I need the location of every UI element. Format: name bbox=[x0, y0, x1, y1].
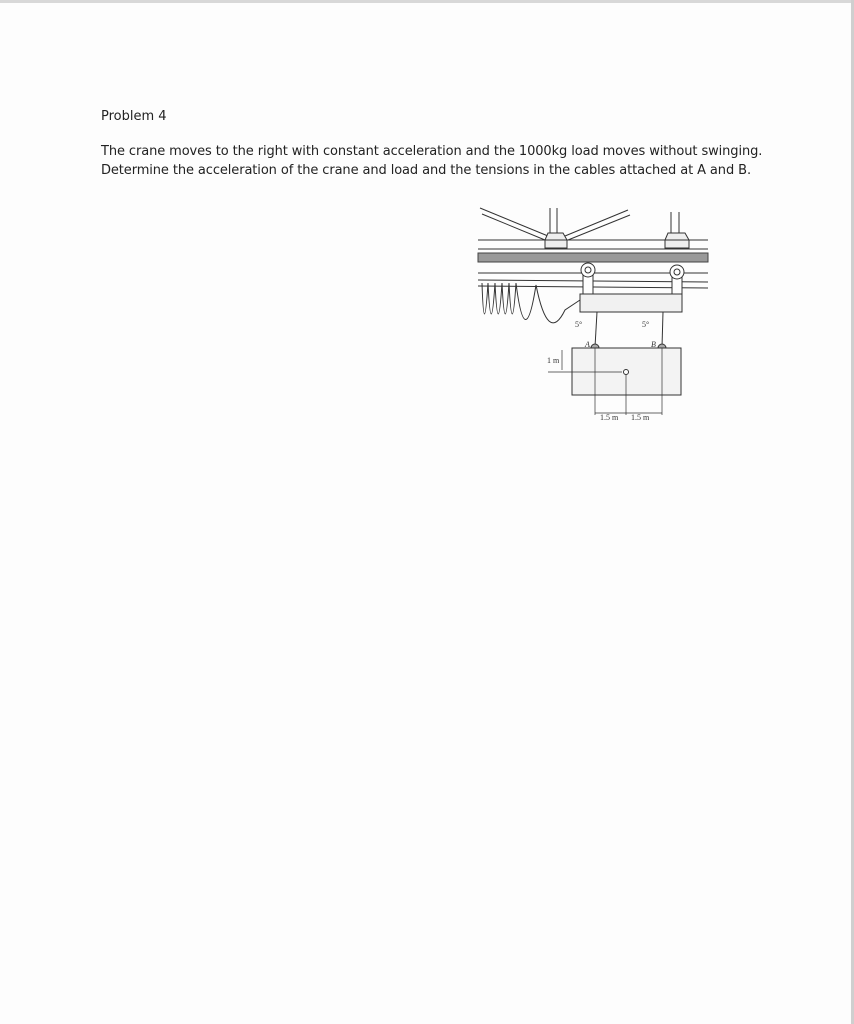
rail-beam bbox=[478, 253, 708, 262]
problem-title: Problem 4 bbox=[101, 109, 167, 124]
festoon-cable bbox=[482, 283, 580, 323]
label-a: A bbox=[585, 340, 590, 349]
angle-label-right: 5° bbox=[642, 320, 650, 329]
truss bbox=[478, 208, 708, 249]
angle-label-left: 5° bbox=[575, 320, 583, 329]
label-b: B bbox=[651, 340, 656, 349]
dimension-left: 1.5 m bbox=[600, 413, 619, 422]
statement-line-1: The crane moves to the right with constant acceleration and the 1000kg load moves without swinging. bbox=[101, 144, 763, 159]
statement-line-2: Determine the acceleration of the crane and load and the tensions in the cables attached at A and B. bbox=[101, 163, 751, 178]
dimension-right: 1.5 m bbox=[631, 413, 650, 422]
height-dimension: 1 m bbox=[547, 356, 560, 365]
